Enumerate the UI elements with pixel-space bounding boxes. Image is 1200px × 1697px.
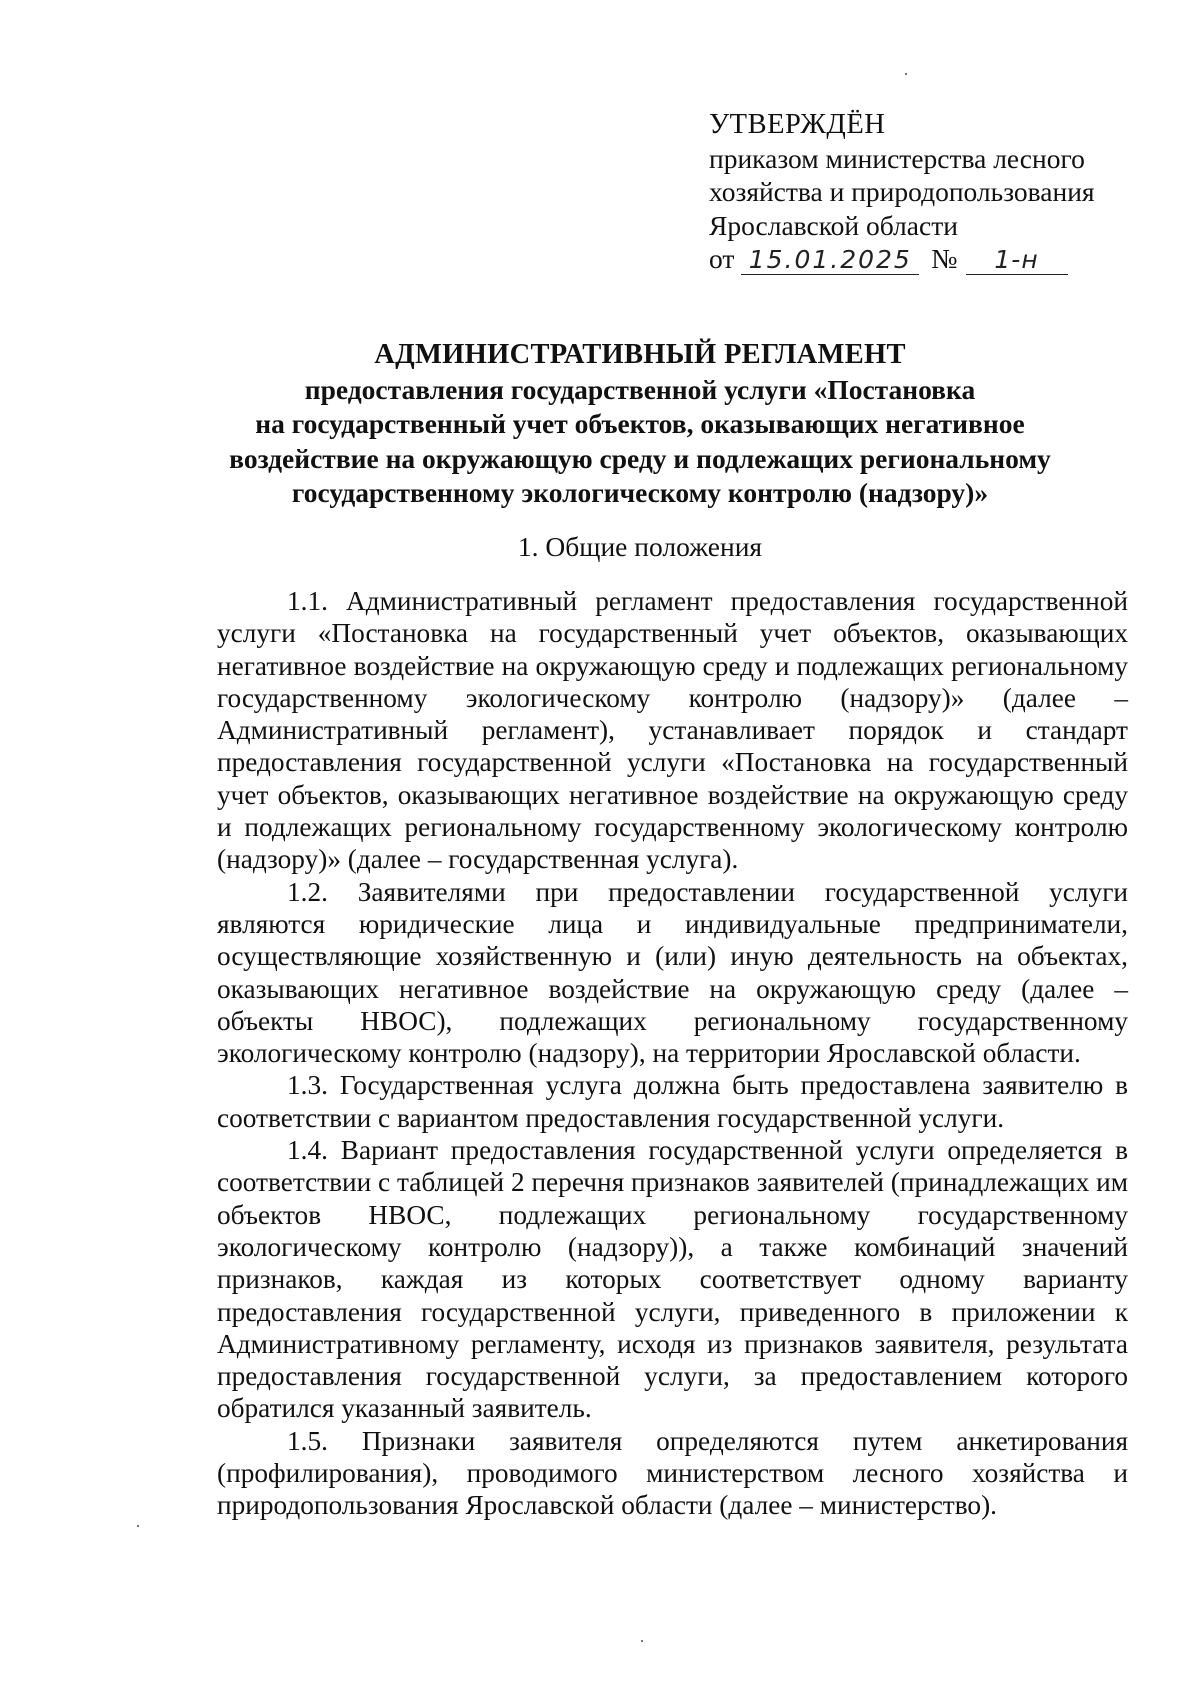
approval-line: приказом министерства лесного [709,142,1085,174]
paragraph: 1.2. Заявителями при предоставлении государственной услуги являются юридические лица и индивидуальные предприниматели, осуществляющие хозяйственную и (или) иную деятельность на объектах, оказывающих негативное воздействие на окружающую среду (далее – объекты НВОС), подлежащих региональному государственному экологическому контролю (надзору), на территории Ярославской области. [217,876,1128,1069]
approval-line: хозяйства и природопользования [709,176,1095,207]
paragraph: 1.4. Вариант предоставления государственной услуги определяется в соответствии с таблицей 2 перечня признаков заявителей (принадлежащих им объектов НВОС, подлежащих региональному государственному экологическому контролю (надзору)), а также комбинаций значений признаков, каждая из которых соответствует одному варианту предоставления государственной услуги, приведенного в приложении к Административному регламенту, исходя из признаков заявителя, результата предоставления государственной услуги, за предоставлением которого обратился указанный заявитель. [217,1135,1129,1424]
date-prefix: от [709,243,735,274]
paragraph: 1.1. Административный регламент предоставления государственной услуги «Постановка на государственный учет объектов, оказывающих негативное воздействие на окружающую среду и подлежащих региональному государственному экологическому контролю (надзору)» (далее – Административный регламент), устанавливает порядок и стандарт предоставления государственной услуги «Постановка на государственный учет объектов, оказывающих негативное воздействие на окружающую среду и подлежащих региональному государственному экологическому контролю (надзору)» (далее – государственная услуга). [217,586,1128,875]
section-heading: 1. Общие положения [517,531,763,562]
approval-line: Ярославской области [709,209,958,241]
title-subline: воздействие на окружающую среду и подлежащих региональному [229,442,1051,474]
scan-speck [137,1525,139,1527]
order-number-handwritten: 1-н [966,246,1068,275]
approval-date-number-line [709,242,1129,276]
title-subline: на государственный учет объектов, оказывающих негативное [255,408,1025,439]
order-date-handwritten: 15.01.2025 [741,246,919,275]
document-title [180,338,1100,511]
body-text [217,585,1128,1522]
approval-heading: УТВЕРЖДЁН [709,109,886,140]
scan-speck [905,73,907,75]
title-subline: предоставления государственной услуги «Постановка [304,373,976,405]
paragraph: 1.3. Государственная услуга должна быть предоставлена заявителю в соответствии с вариантом предоставления государственной услуги. [217,1070,1128,1133]
approval-stamp-block [709,108,1129,276]
title-subline: государственному экологическому контролю (надзору)» [291,477,989,508]
paragraph: 1.5. Признаки заявителя определяются путем анкетирования (профилирования), проводимого министерством лесного хозяйства и природопользования Ярославской области (далее – министерство). [217,1425,1128,1521]
scan-speck [641,1640,643,1642]
title-main: АДМИНИСТРАТИВНЫЙ РЕГЛАМЕНТ [374,339,906,370]
number-sign: № [931,243,958,274]
